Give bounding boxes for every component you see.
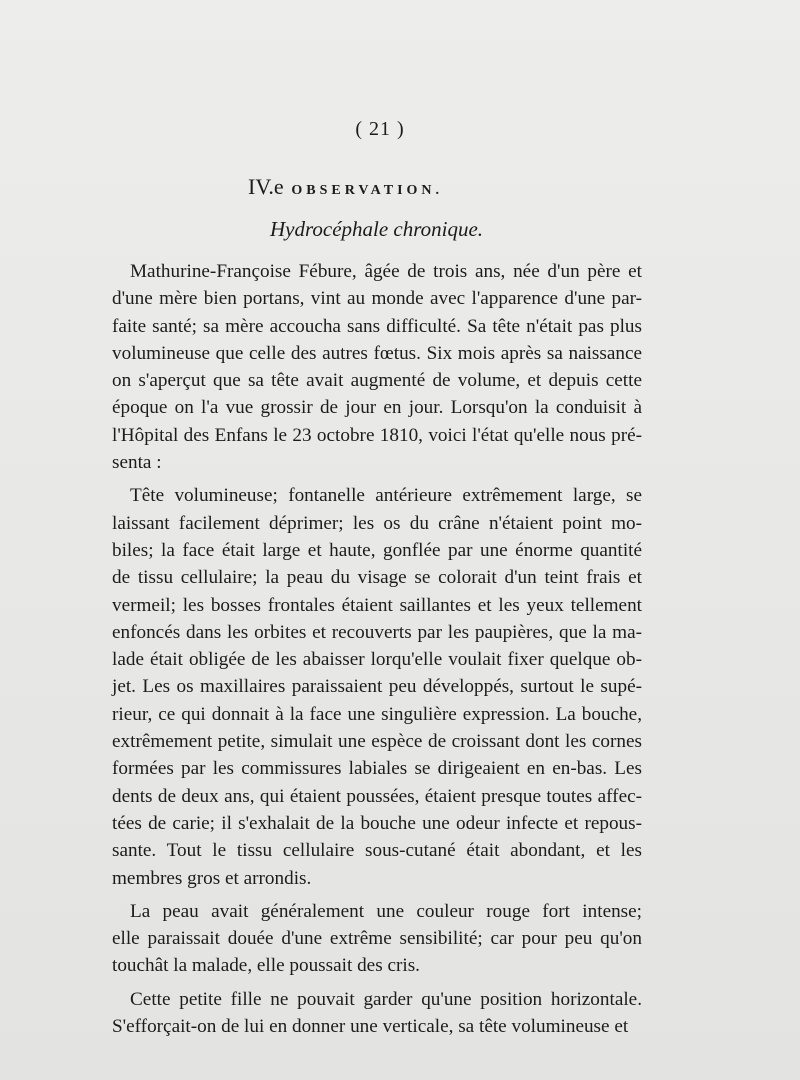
text-line: Cette petite fille ne pouvait garder qu'une position horizontale. bbox=[130, 988, 642, 1010]
paragraph bbox=[112, 898, 642, 980]
text-line: Mathurine-Françoise Fébure, âgée de trois ans, née d'un père et bbox=[130, 261, 642, 282]
text-line: vermeil; les bosses frontales étaient saillantes et les yeux tellement bbox=[112, 594, 642, 616]
text-line: formées par les commissures labiales se dirigeaient en en-bas. Les bbox=[112, 758, 642, 780]
paragraph bbox=[112, 482, 642, 891]
text-line: jet. Les os maxillaires paraissaient peu développés, surtout le supé- bbox=[112, 676, 642, 698]
text-line: membres gros et arrondis. bbox=[112, 867, 312, 889]
text-line: on s'aperçut que sa tête avait augmenté de volume, et depuis cette bbox=[112, 370, 642, 392]
text-line: rieur, ce qui donnait à la face une singulière expression. La bouche, bbox=[112, 703, 642, 725]
text-line: lade était obligée de les abaisser lorqu'elle voulait fixer quelque ob- bbox=[112, 649, 642, 671]
text-line: dents de deux ans, qui étaient poussées, étaient presque toutes affec- bbox=[112, 785, 642, 807]
text-line: senta : bbox=[112, 452, 162, 474]
text-line: laissant facilement déprimer; les os du crâne n'étaient point mo- bbox=[112, 512, 642, 534]
text-line: elle paraissait douée d'une extrême sensibilité; car pour peu qu'on bbox=[112, 928, 642, 950]
text-line: époque on l'a vue grossir de jour en jour. Lorsqu'on la conduisit à bbox=[112, 397, 642, 419]
section-subtitle: Hydrocéphale chronique. bbox=[270, 217, 484, 241]
text-line: Tête volumineuse; fontanelle antérieure extrêmement large, se bbox=[130, 485, 642, 507]
text-line: extrêmement petite, simulait une espèce de croissant dont les cornes bbox=[112, 731, 642, 753]
text-line: volumineuse que celle des autres fœtus. Six mois après sa naissance bbox=[112, 342, 642, 364]
text-line: d'une mère bien portans, vint au monde avec l'apparence d'une par- bbox=[112, 288, 642, 310]
page-number: ( 21 ) bbox=[355, 118, 405, 140]
paragraph bbox=[112, 258, 642, 476]
text-line: sante. Tout le tissu cellulaire sous-cutané était abondant, et les bbox=[112, 840, 642, 862]
text-line: enfoncés dans les orbites et recouverts par les paupières, que la ma- bbox=[112, 621, 642, 643]
text-line: biles; la face était large et haute, gonflée par une énorme quantité bbox=[112, 539, 642, 561]
text-line: tées de carie; il s'exhalait de la bouche une odeur infecte et repous- bbox=[112, 812, 642, 834]
text-line: faite santé; sa mère accoucha sans difficulté. Sa tête n'était pas plus bbox=[112, 315, 642, 337]
body-text bbox=[112, 258, 642, 1046]
text-line: l'Hôpital des Enfans le 23 octobre 1810, voici l'état qu'elle nous pré- bbox=[112, 424, 642, 446]
text-line: S'efforçait-on de lui en donner une verticale, sa tête volumineuse et bbox=[112, 1016, 629, 1038]
text-line: de tissu cellulaire; la peau du visage se colorait d'un teint frais et bbox=[112, 567, 642, 589]
paragraph bbox=[112, 986, 642, 1041]
observation-numeral: IV.e bbox=[248, 174, 284, 199]
text-line: touchât la malade, elle poussait des cris. bbox=[112, 955, 420, 977]
observation-heading bbox=[248, 174, 443, 200]
observation-label: OBSERVATION. bbox=[291, 183, 444, 198]
text-line: La peau avait généralement une couleur rouge fort intense; bbox=[130, 900, 642, 922]
